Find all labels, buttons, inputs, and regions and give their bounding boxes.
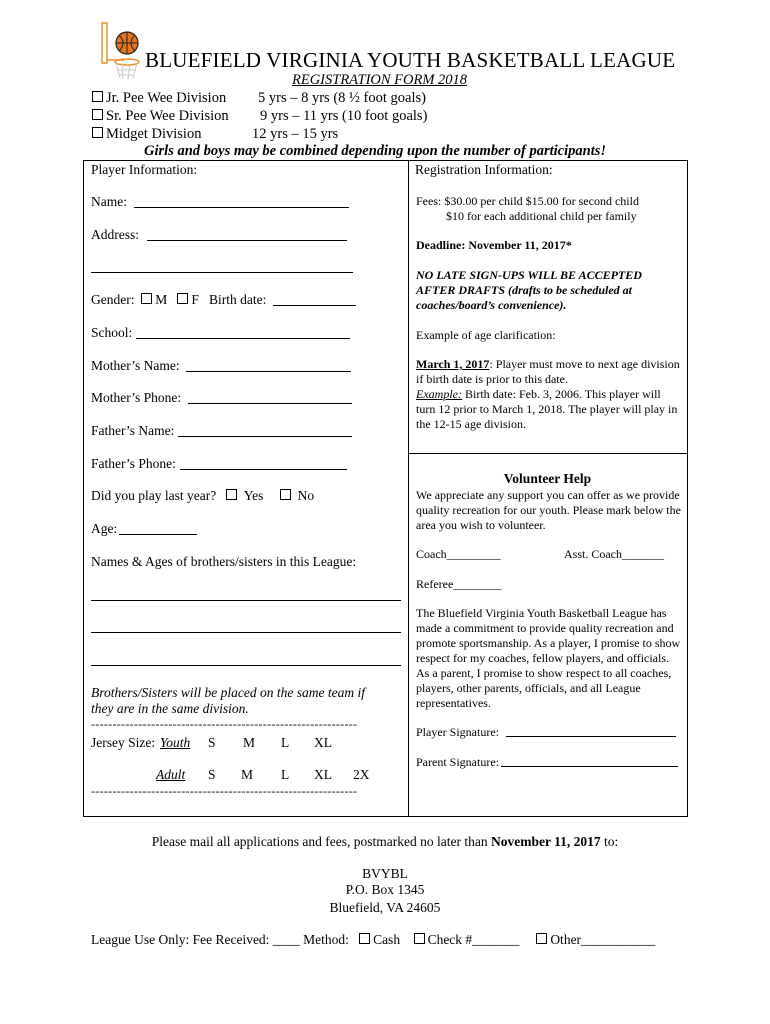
division-option-sr[interactable]: Sr. Pee Wee Division <box>92 108 229 125</box>
school-label: School: <box>91 325 133 340</box>
league-commitment: The Bluefield Virginia Youth Basketball League has made a commitment to provide quality recreation and promote sportsmanship. As a player, I promise to show respect for my coaches, fellow players, and officials. As a parent, I promise to show respect to all coaches, players, other parents, officials, and all League representatives. <box>416 606 681 710</box>
league-use-row: League Use Only: Fee Received: ____ Method: Cash Check #_______ Other___________ <box>91 932 656 947</box>
siblings-note-line-1: Brothers/Sisters will be placed on the same team if <box>91 685 365 700</box>
jersey-size-option[interactable]: 2X <box>353 767 370 782</box>
mail-org: BVYBL <box>362 866 408 881</box>
age-field[interactable] <box>119 534 197 535</box>
registration-info-heading: Registration Information: <box>415 162 553 177</box>
played-no-checkbox[interactable] <box>280 489 291 500</box>
name-label: Name: <box>91 194 127 209</box>
father-name-field[interactable] <box>178 436 352 437</box>
jersey-size-option[interactable]: M <box>241 767 254 782</box>
address-field-line-2[interactable] <box>91 272 353 273</box>
page-title: BLUEFIELD VIRGINIA YOUTH BASKETBALL LEAGUE <box>145 48 676 72</box>
check-checkbox[interactable] <box>414 933 425 944</box>
cash-checkbox[interactable] <box>359 933 370 944</box>
siblings-note-line-2: they are in the same division. <box>91 701 249 716</box>
mail-instructions: Please mail all applications and fees, postmarked no later than November 11, 2017 to: <box>151 834 619 849</box>
name-field[interactable] <box>134 207 349 208</box>
division-option-jr[interactable]: Jr. Pee Wee Division <box>92 90 226 107</box>
basketball-hoop-logo <box>100 22 146 82</box>
played-last-year-row: Did you play last year? Yes No <box>91 488 315 503</box>
gender-f-checkbox[interactable] <box>177 293 188 304</box>
volunteer-text: We appreciate any support you can offer as we provide quality recreation for our youth. Please mark below the area you wish to volunteer. <box>416 488 681 532</box>
deadline: Deadline: November 11, 2017* <box>416 238 572 252</box>
no-late-signups: NO LATE SIGN-UPS WILL BE ACCEPTED AFTER DRAFTS (drafts to be scheduled at coaches/board’s convenience). <box>416 268 642 312</box>
school-field[interactable] <box>136 338 350 339</box>
other-checkbox[interactable] <box>536 933 547 944</box>
form-subtitle: REGISTRATION FORM 2018 <box>292 72 468 88</box>
mother-phone-label: Mother’s Phone: <box>91 390 182 405</box>
jersey-size-option[interactable]: XL <box>314 767 332 782</box>
coach-option[interactable]: Coach_________ <box>416 547 501 561</box>
age-label: Age: <box>91 521 118 536</box>
father-name-label: Father’s Name: <box>91 423 175 438</box>
division-ages-sr: 9 yrs – 11 yrs (10 foot goals) <box>260 108 428 124</box>
birth-date-field[interactable] <box>273 305 356 306</box>
volunteer-heading: Volunteer Help <box>503 471 592 486</box>
siblings-label: Names & Ages of brothers/sisters in this League: <box>91 554 357 569</box>
division-ages-midget: 12 yrs – 15 yrs <box>252 126 339 142</box>
division-ages-jr: 5 yrs – 8 yrs (8 ½ foot goals) <box>258 90 426 106</box>
jersey-label: Jersey Size: <box>91 735 156 750</box>
jersey-size-option[interactable]: S <box>208 735 216 750</box>
dashed-separator: -------------------------------------------------------------- <box>91 784 358 798</box>
asst-coach-option[interactable]: Asst. Coach_______ <box>564 547 664 561</box>
section-divider <box>408 453 687 454</box>
jersey-adult-label: Adult <box>156 767 186 782</box>
checkbox[interactable] <box>92 109 103 120</box>
fees-line-2: $10 for each additional child per family <box>446 209 637 223</box>
checkbox[interactable] <box>92 127 103 138</box>
jersey-size-option[interactable]: L <box>281 735 290 750</box>
mail-po-box: P.O. Box 1345 <box>345 882 425 897</box>
jersey-size-option[interactable]: S <box>208 767 216 782</box>
player-signature-label: Player Signature: <box>416 725 499 739</box>
parent-signature-label: Parent Signature: <box>416 755 499 769</box>
gender-row: Gender: M F Birth date: <box>91 292 267 307</box>
parent-signature-field[interactable] <box>501 766 678 767</box>
division-option-midget[interactable]: Midget Division <box>92 126 201 143</box>
mother-name-field[interactable] <box>186 371 351 372</box>
mail-city: Bluefield, VA 24605 <box>329 900 441 915</box>
mother-phone-field[interactable] <box>188 403 352 404</box>
father-phone-label: Father’s Phone: <box>91 456 176 471</box>
fees-line-1: Fees: $30.00 per child $15.00 for second child <box>416 194 639 208</box>
age-example: Example: Birth date: Feb. 3, 2006. This player will turn 12 prior to March 1, 2018. The player will play in the 12-15 age division. <box>416 387 678 431</box>
siblings-field-line-3[interactable] <box>91 665 401 666</box>
siblings-field-line-2[interactable] <box>91 632 401 633</box>
dashed-separator: -------------------------------------------------------------- <box>91 717 358 731</box>
address-label: Address: <box>91 227 139 242</box>
father-phone-field[interactable] <box>180 469 347 470</box>
player-signature-field[interactable] <box>506 736 676 737</box>
gender-m-checkbox[interactable] <box>141 293 152 304</box>
column-divider <box>408 160 409 816</box>
combined-note: Girls and boys may be combined depending upon the number of participants! <box>144 143 607 159</box>
jersey-youth-label: Youth <box>160 735 191 750</box>
checkbox[interactable] <box>92 91 103 102</box>
player-info-heading: Player Information: <box>91 162 198 177</box>
siblings-field-line-1[interactable] <box>91 600 401 601</box>
jersey-size-option[interactable]: L <box>281 767 290 782</box>
address-field[interactable] <box>147 240 347 241</box>
age-example-heading: Example of age clarification: <box>416 328 556 342</box>
jersey-size-option[interactable]: XL <box>314 735 332 750</box>
played-yes-checkbox[interactable] <box>226 489 237 500</box>
jersey-size-option[interactable]: M <box>243 735 256 750</box>
march-rule: March 1, 2017: Player must move to next age division if birth date is prior to this date. <box>416 357 680 386</box>
referee-option[interactable]: Referee________ <box>416 577 502 591</box>
mother-name-label: Mother’s Name: <box>91 358 180 373</box>
